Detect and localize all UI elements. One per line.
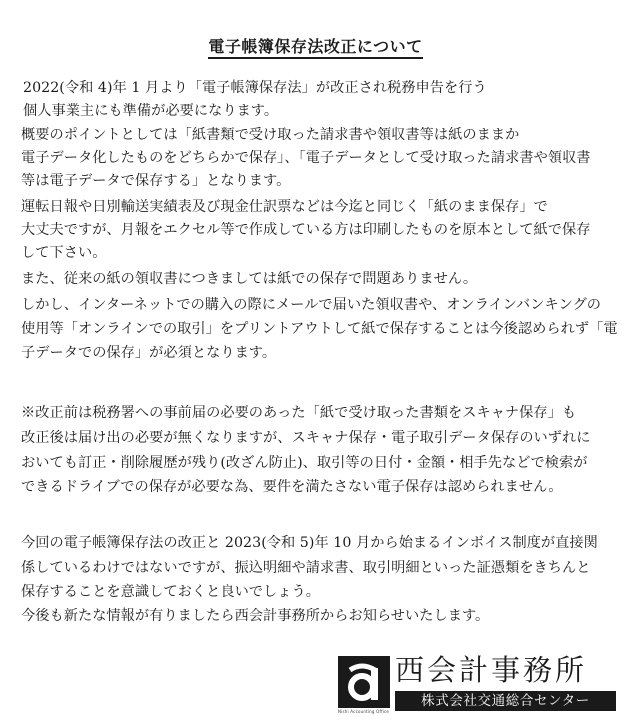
document-title-text: 電子帳簿保存法改正について — [208, 37, 422, 59]
note-line: ※改正前は税務署への事前届の必要のあった「紙で受け取った書類をスキャナ保存」も — [21, 405, 577, 421]
note-line: できるドライブでの保存が必要な為、要件を満たさない電子保存は認められません。 — [21, 479, 563, 495]
body-line: 大丈夫ですが、月報をエクセル等で作成している方は印刷したものを原本として紙で保存 — [21, 222, 591, 238]
logo-caption: Nishi Accounting Office — [338, 709, 390, 714]
document-title — [0, 34, 631, 57]
body-line: 電子データ化したものをどちらかで保存」、「電子データとして受け取った請求書や領収書 — [21, 150, 591, 166]
firm-logo — [338, 653, 618, 717]
body-line: して下さい。 — [21, 245, 107, 261]
closing-line: 今回の電子帳簿保存法の改正と 2023(令和 5)年 10 月から始まるインボイス制度が直接関 — [21, 535, 598, 551]
body-line: また、従来の紙の領収書につきましては紙での保存で問題ありません。 — [21, 271, 478, 287]
company-name: 株式会社交通総合センター — [395, 691, 616, 711]
closing-line: 係しているわけではないですが、振込明細や請求書、取引明細といった証憑類をきちんと — [21, 560, 591, 576]
body-line: 等は電子データで保存する」となります。 — [21, 173, 291, 189]
closing-line: 保存することを意識しておくと良いでしょう。 — [21, 584, 320, 600]
body-line: 子データでの保存」が必須となります。 — [21, 345, 277, 361]
body-line: 概要のポイントとしては「紙書類で受け取った請求書や領収書等は紙のままか — [21, 127, 520, 143]
body-line: しかし、インターネットでの購入の際にメールで届いた領収書や、オンラインバンキングの — [21, 297, 602, 313]
closing-line: 今後も新たな情報が有りましたら西会計事務所からお知らせいたします。 — [21, 608, 490, 624]
body-line: 個人事業主にも準備が必要になります。 — [23, 103, 279, 119]
note-line: おいても訂正・削除履歴が残り(改ざん防止)、取引等の日付・金額・相手先などで検索が — [21, 455, 588, 471]
firm-name: 西会計事務所 — [395, 653, 588, 687]
a-logo-mark-icon — [338, 656, 390, 708]
note-line: 改正後は届け出の必要が無くなりますが、スキャナ保存・電子取引データ保存のいずれに — [21, 430, 591, 446]
body-line: 2022(令和 4)年 1 月より「電子帳簿保存法」が改正され税務申告を行う — [23, 80, 487, 96]
body-line: 使用等「オンラインでの取引」をプリントアウトして紙で保存することは今後認められず「電 — [21, 321, 618, 337]
body-line: 運転日報や日別輸送実績表及び現金仕訳票などは今迄と同じく「紙のまま保存」で — [21, 199, 548, 215]
